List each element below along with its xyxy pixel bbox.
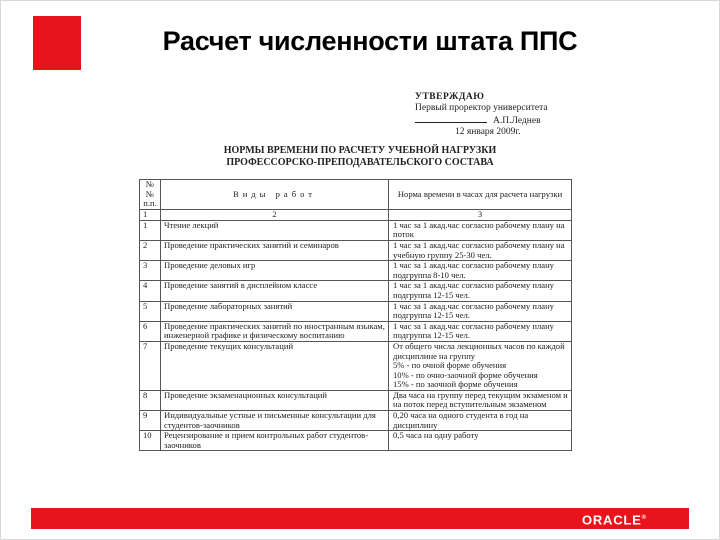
row-number: 1: [140, 220, 161, 240]
table-row: [140, 261, 572, 281]
approval-date: 12 января 2009г.: [455, 127, 521, 137]
time-norm: 0,20 часа на одного студента в год на дисциплину: [389, 411, 572, 431]
signature-blank: [415, 114, 487, 123]
time-norm: [389, 341, 572, 390]
column-number: 3: [389, 209, 572, 220]
table-row: [140, 390, 572, 410]
column-number-row: [140, 209, 572, 220]
oracle-logo: [574, 509, 654, 528]
time-norm: 1 час за 1 акад.час согласно рабочему плану на поток: [389, 220, 572, 240]
approval-heading: УТВЕРЖДАЮ: [415, 92, 485, 102]
time-norm-line: 15% - по заочной форме обучения: [393, 379, 518, 390]
time-norm: 1 час за 1 акад.час согласно рабочему плану на учебную группу 25-30 чел.: [389, 240, 572, 260]
header-norm: Норма времени в часах для расчета нагрузки: [389, 180, 572, 210]
work-type: Проведение экзаменационных консультаций: [161, 390, 389, 410]
document-heading: [190, 145, 530, 168]
row-number: 9: [140, 411, 161, 431]
row-number: 5: [140, 301, 161, 321]
work-type: Проведение лабораторных занятий: [161, 301, 389, 321]
row-number: 6: [140, 321, 161, 341]
document-title-line-2: ПРОФЕССОРСКО-ПРЕПОДАВАТЕЛЬСКОГО СОСТАВА: [226, 156, 494, 168]
row-number: 10: [140, 431, 161, 451]
table-row: [140, 281, 572, 301]
row-number: 8: [140, 390, 161, 410]
work-type: Проведение занятий в дисплейном классе: [161, 281, 389, 301]
time-norm: 1 час за 1 акад.час согласно рабочему плану подгруппа 12-15 чел.: [389, 321, 572, 341]
work-type: Проведение деловых игр: [161, 261, 389, 281]
time-norm-line: 10% - по очно-заочной форме обучения: [393, 369, 538, 380]
document-title-line-1: НОРМЫ ВРЕМЕНИ ПО РАСЧЕТУ УЧЕБНОЙ НАГРУЗКИ: [223, 145, 497, 156]
table-row: [140, 341, 572, 390]
table-row: [140, 321, 572, 341]
time-norm-line: От общего числа лекционных часов по каждой дисциплине на группу: [393, 341, 565, 361]
table-header-row: [140, 180, 572, 210]
table-row: [140, 431, 572, 451]
norms-table: [139, 179, 572, 451]
approval-signer: А.П.Леднев: [493, 116, 541, 126]
row-number: 3: [140, 261, 161, 281]
time-norm: 1 час за 1 акад.час согласно рабочему плану подгруппа 12-15 чел.: [389, 281, 572, 301]
approval-block: [415, 92, 585, 138]
table-row: [140, 220, 572, 240]
table-row: [140, 301, 572, 321]
table-row: [140, 411, 572, 431]
table-row: [140, 240, 572, 260]
time-norm: 0,5 часа на одну работу: [389, 431, 572, 451]
row-number: 4: [140, 281, 161, 301]
oracle-logo-text: ORACLE: [581, 512, 642, 528]
work-type: Проведение текущих консультаций: [161, 341, 389, 390]
work-type: Проведение практических занятий и семинаров: [161, 240, 389, 260]
time-norm-line: 5% - по очной форме обучения: [393, 360, 507, 371]
row-number: 2: [140, 240, 161, 260]
header-work: Виды работ: [161, 180, 389, 210]
time-norm: 1 час за 1 акад.час согласно рабочему плану подгруппа 8-10 чел.: [389, 261, 572, 281]
approval-signature-line: [415, 114, 585, 127]
work-type: Рецензирование и прием контрольных работ студентов-заочников: [161, 431, 389, 451]
work-type: Индивидуальные устные и письменные консультации для студентов-заочников: [161, 411, 389, 431]
time-norm: 1 час за 1 акад.час согласно рабочему плану подгруппа 12-15 чел.: [389, 301, 572, 321]
work-type: Чтение лекций: [161, 220, 389, 240]
slide-title: Расчет численности штата ППС: [162, 26, 578, 56]
registered-mark: ®: [641, 515, 647, 521]
time-norm: Два часа на группу перед текущим экзаменом и на поток перед вступительным экзаменом: [389, 390, 572, 410]
approval-position: Первый проректор университета: [415, 103, 548, 113]
row-number: 7: [140, 341, 161, 390]
header-num: №№ п.п.: [140, 180, 161, 210]
column-number: 2: [161, 209, 389, 220]
column-number: 1: [140, 209, 161, 220]
work-type: Проведение практических занятий по иностранным языкам, инженерной графике и физическому воспитанию: [161, 321, 389, 341]
